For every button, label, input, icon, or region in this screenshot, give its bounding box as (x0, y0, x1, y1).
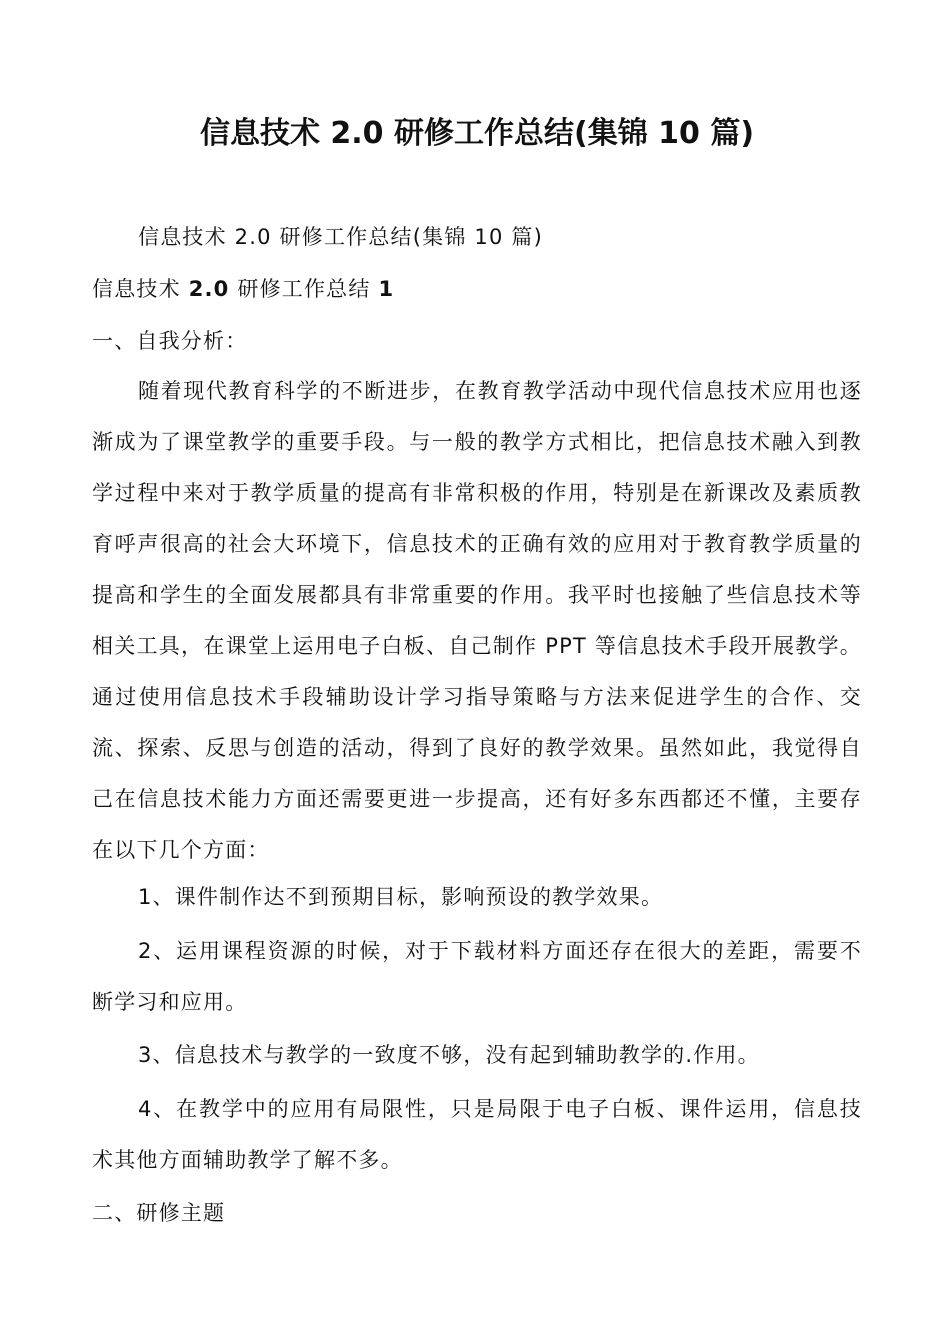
list-item: 4、在教学中的应用有局限性，只是局限于电子白板、课件运用，信息技术其他方面辅助教学了解不多。 (92, 1097, 862, 1172)
section-heading-number: 1 (378, 277, 395, 301)
part2-heading: 二、研修主题 (92, 1201, 226, 1225)
list-item: 2、运用课程资源的时候，对于下载材料方面还存在很大的差距，需要不断学习和应用。 (92, 939, 862, 1014)
document-title: 信息技术 2.0 研修工作总结(集锦 10 篇) (199, 116, 755, 151)
document-subtitle: 信息技术 2.0 研修工作总结(集锦 10 篇) (138, 225, 544, 249)
section-heading-middle: 研修工作总结 (229, 277, 379, 301)
list-item: 3、信息技术与教学的一致度不够，没有起到辅助教学的.作用。 (138, 1043, 760, 1067)
part1-heading: 一、自我分析： (92, 329, 248, 353)
list-item: 1、课件制作达不到预期目标，影响预设的教学效果。 (138, 885, 664, 909)
section-heading (92, 274, 862, 304)
section-heading-version: 2.0 (188, 277, 230, 301)
intro-paragraph: 随着现代教育科学的不断进步，在教育教学活动中现代信息技术应用也逐渐成为了课堂教学的重要手段。与一般的教学方式相比，把信息技术融入到教学过程中来对于教学质量的提高有非常积极的作用，特别是在新课改及素质教育呼声很高的社会大环境下，信息技术的正确有效的应用对于教育教学质量的提高和学生的全面发展都具有非常重要的作用。我平时也接触了些信息技术等相关工具，在课堂上运用电子白板、自己制作 PPT 等信息技术手段开展教学。通过使用信息技术手段辅助设计学习指导策略与方法来促进学生的合作、交流、探索、反思与创造的活动，得到了良好的教学效果。虽然如此，我觉得自己在信息技术能力方面还需要更进一步提高，还有好多东西都还不懂，主要存在以下几个方面： (92, 379, 862, 862)
section-heading-prefix: 信息技术 (92, 277, 189, 301)
